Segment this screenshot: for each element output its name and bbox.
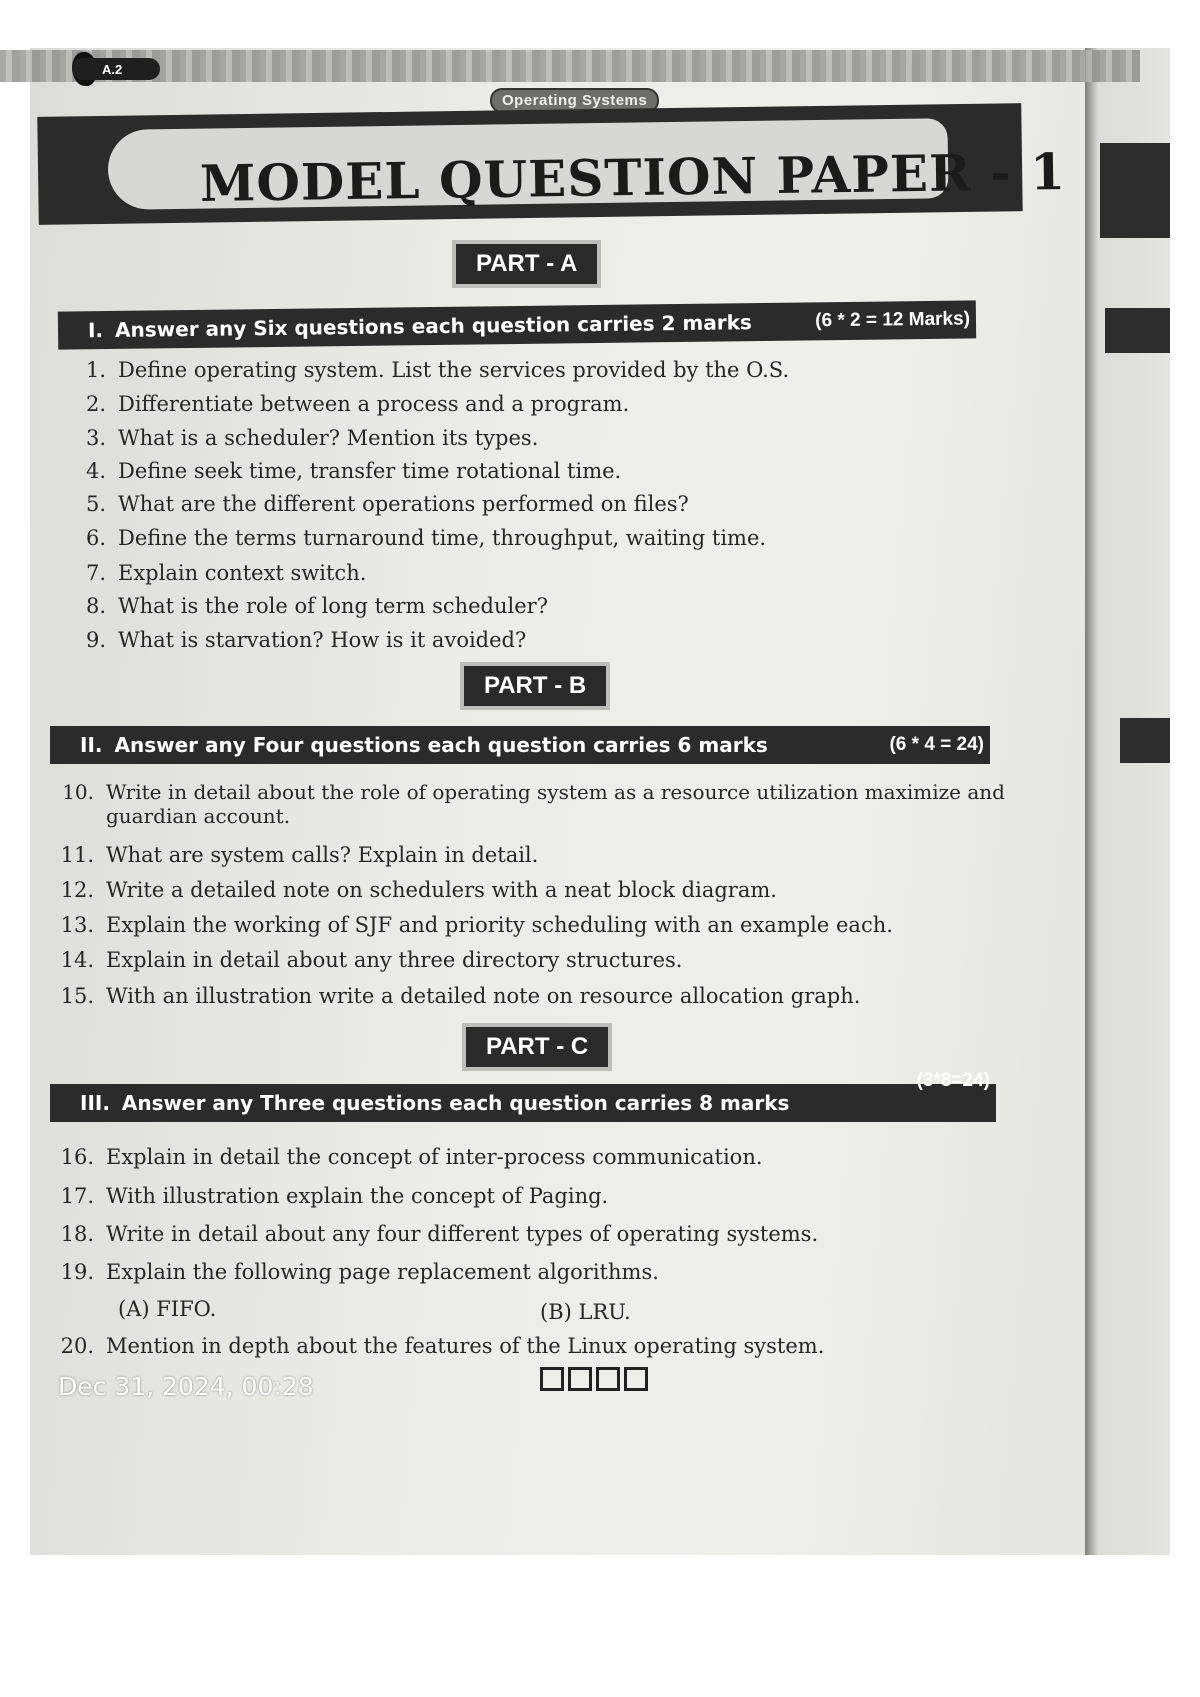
- section-marks: (3*8=24): [916, 1070, 990, 1091]
- question-item: 14. Explain in detail about any three directory structures.: [60, 948, 683, 972]
- question-item: 6. Define the terms turnaround time, throughput, waiting time.: [85, 526, 767, 550]
- section-number: II.: [80, 733, 103, 757]
- option-b: (B) LRU.: [540, 1300, 631, 1324]
- end-box: [596, 1367, 620, 1391]
- facing-page-tab: [1105, 308, 1170, 353]
- end-box: [540, 1367, 564, 1391]
- question-item: 1. Define operating system. List the services provided by the O.S.: [85, 358, 790, 382]
- part-c-label: PART - C: [462, 1023, 612, 1071]
- question-item: 8. What is the role of long term scheduler?: [85, 594, 548, 618]
- question-item: 15. With an illustration write a detailed note on resource allocation graph.: [60, 984, 861, 1008]
- chapter-badge: A.2: [72, 58, 160, 80]
- section-number: I.: [87, 318, 104, 343]
- facing-page-tab: [1100, 143, 1170, 238]
- question-item: 18. Write in detail about any four different types of operating systems.: [60, 1222, 819, 1246]
- section-number: III.: [80, 1091, 110, 1115]
- header-strip: [0, 50, 1140, 82]
- question-item: 5. What are the different operations performed on files?: [85, 492, 689, 516]
- part-b-label: PART - B: [460, 662, 610, 710]
- question-item: 17. With illustration explain the concept of Paging.: [60, 1184, 609, 1208]
- section-instruction: Answer any Four questions each question carries 6 marks: [114, 733, 768, 757]
- question-item: 7. Explain context switch.: [85, 561, 367, 585]
- end-box: [624, 1367, 648, 1391]
- question-item: 11. What are system calls? Explain in detail.: [60, 843, 539, 867]
- question-item: 19. Explain the following page replacement algorithms.: [60, 1260, 659, 1284]
- question-item: 9. What is starvation? How is it avoided?: [85, 628, 527, 652]
- facing-page-tab: [1120, 718, 1170, 763]
- section-ii-band: [50, 726, 990, 764]
- book-gutter: [1080, 48, 1170, 1555]
- question-item: 10. Write in detail about the role of operating system as a resource utilization maximize and guardian account.: [62, 780, 1005, 828]
- question-item: 12. Write a detailed note on schedulers with a neat block diagram.: [60, 878, 777, 902]
- end-box: [568, 1367, 592, 1391]
- section-instruction: Answer any Six questions each question carries 2 marks: [114, 310, 752, 342]
- question-item: 3. What is a scheduler? Mention its types.: [85, 426, 539, 450]
- section-marks: (6 * 4 = 24): [889, 734, 984, 755]
- running-head: Operating Systems: [490, 88, 659, 113]
- question-item: 2. Differentiate between a process and a program.: [85, 392, 630, 416]
- question-item: 16. Explain in detail the concept of inter-process communication.: [60, 1145, 763, 1169]
- option-a: (A) FIFO.: [118, 1297, 217, 1321]
- page-title: MODEL QUESTION PAPER - 1: [199, 141, 1067, 214]
- part-a-label: PART - A: [452, 240, 601, 288]
- end-marker: [540, 1367, 648, 1391]
- section-iii-band: [50, 1070, 996, 1122]
- photo-timestamp: Dec 31, 2024, 00:28: [58, 1372, 314, 1401]
- section-marks: (6 * 2 = 12 Marks): [815, 308, 971, 332]
- section-instruction: Answer any Three questions each question carries 8 marks: [121, 1091, 790, 1115]
- question-item: 20. Mention in depth about the features of the Linux operating system.: [60, 1334, 825, 1358]
- question-item: 4. Define seek time, transfer time rotational time.: [85, 459, 622, 483]
- question-item: 13. Explain the working of SJF and priority scheduling with an example each.: [60, 913, 893, 937]
